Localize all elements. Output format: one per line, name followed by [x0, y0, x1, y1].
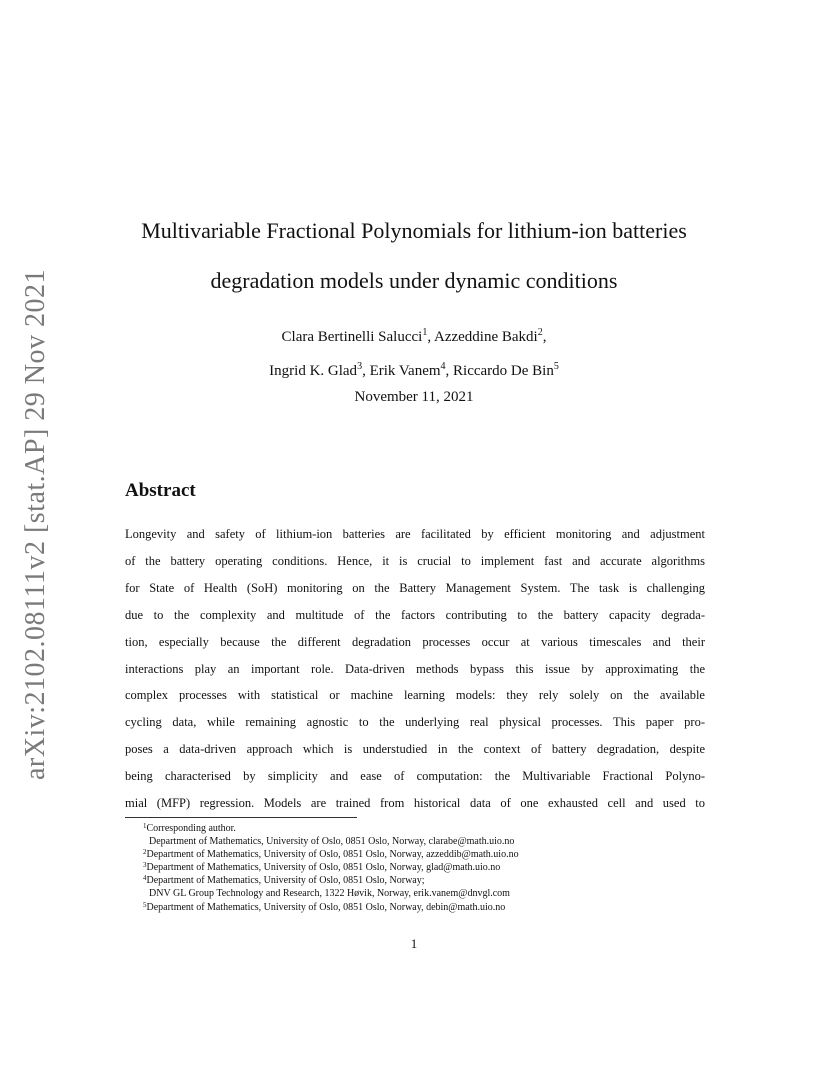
- footnote-2: [143, 848, 723, 861]
- abstract-line: mial (MFP) regression. Models are trained from historical data of one exhausted cell and used to: [125, 796, 705, 811]
- paper-title-line-2: degradation models under dynamic conditions: [210, 268, 618, 293]
- footnote-text: Department of Mathematics, University of Oslo, 0851 Oslo, Norway, glad@math.uio.no: [146, 862, 501, 874]
- abstract-line: poses a data-driven approach which is understudied in the context of battery degradation, despite: [125, 742, 705, 757]
- author-affiliation-marker: 1: [422, 327, 428, 338]
- abstract-line: of the battery operating conditions. Hence, it is crucial to implement fast and accurate algorithms: [125, 553, 705, 568]
- footnote-1: [143, 822, 723, 835]
- footnote-4-continued: DNV GL Group Technology and Research, 1322 Høvik, Norway, erik.vanem@dnvgl.com: [149, 888, 510, 900]
- publication-date: November 11, 2021: [354, 389, 474, 405]
- author-line-1: Clara Bertinelli Salucci$^1$, Azzeddine Bakdi$^2$,: [281, 327, 547, 345]
- footnote-text: Department of Mathematics, University of Oslo, 0851 Oslo, Norway, azzeddib@math.uio.no: [146, 849, 519, 861]
- abstract-line: due to the complexity and multitude of the factors contributing to the battery capacity degrada-: [125, 607, 705, 622]
- author-affiliation-marker: 3: [357, 361, 363, 372]
- abstract-line: Longevity and safety of lithium-ion batteries are facilitated by efficient monitoring and adjustment: [125, 527, 705, 541]
- abstract-line: for State of Health (SoH) monitoring on the Battery Management System. The task is challenging: [125, 580, 705, 595]
- footnote-3: [143, 861, 723, 874]
- footnote-text: Corresponding author.: [146, 823, 236, 834]
- abstract-line: tion, especially because the different degradation processes occur at various timescales and their: [125, 634, 705, 649]
- footnote-divider: [125, 817, 357, 818]
- footnote-text: Department of Mathematics, University of Oslo, 0851 Oslo, Norway, debin@math.uio.no: [146, 901, 506, 913]
- paper-title-line-1: Multivariable Fractional Polynomials for lithium-ion batteries: [141, 218, 687, 243]
- paper-title: [100, 206, 728, 306]
- abstract-line: interactions play an important role. Data-driven methods bypass this issue by approximating the: [125, 661, 705, 676]
- author-name: Erik Vanem: [369, 363, 441, 379]
- author-name: Clara Bertinelli Salucci: [281, 329, 423, 345]
- abstract-line: being characterised by simplicity and ease of computation: the Multivariable Fractional Polyno-: [125, 769, 705, 784]
- author-affiliation-marker: 4: [440, 361, 446, 372]
- author-line-2: Ingrid K. Glad$^3$, Erik Vanem$^4$, Riccardo De Bin$^5$: [269, 361, 559, 379]
- footnote-5: [143, 901, 723, 914]
- footnote-marker: 5: [143, 900, 147, 909]
- abstract-heading: Abstract: [125, 480, 196, 501]
- author-name: Ingrid K. Glad: [269, 363, 358, 379]
- abstract-line: cycling data, while remaining agnostic to the underlying real physical processes. This paper pro-: [125, 715, 705, 730]
- footnote-marker: 3: [143, 861, 147, 870]
- abstract-line: complex processes with statistical or machine learning models: they rely solely on the available: [125, 688, 705, 703]
- footnotes: [143, 822, 723, 914]
- page-number: 1: [410, 936, 418, 951]
- footnote-1-continued: Department of Mathematics, University of Oslo, 0851 Oslo, Norway, clarabe@math.uio.no: [149, 836, 515, 848]
- footnote-marker: 4: [143, 874, 147, 883]
- author-affiliation-marker: 2: [537, 327, 543, 338]
- footnote-text: Department of Mathematics, University of Oslo, 0851 Oslo, Norway;: [146, 875, 425, 887]
- author-affiliation-marker: 5: [553, 361, 559, 372]
- footnote-marker: 1: [143, 822, 147, 830]
- author-list: [110, 320, 718, 388]
- abstract-body: [125, 521, 705, 817]
- footnote-4: [143, 874, 723, 887]
- footnote-marker: 2: [143, 848, 147, 857]
- arxiv-identifier-stamp: arXiv:2102.08111v2 [stat.AP] 29 Nov 2021: [20, 269, 51, 780]
- author-name: Riccardo De Bin: [453, 363, 554, 379]
- author-name: Azzeddine Bakdi: [434, 329, 538, 345]
